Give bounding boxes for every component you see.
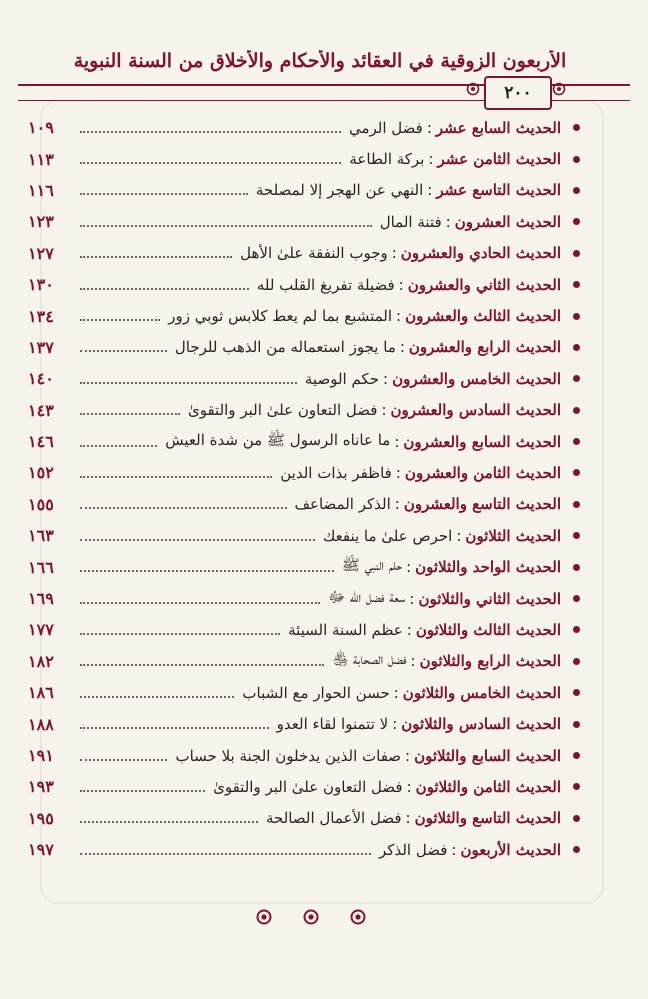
dot-leader — [80, 790, 205, 792]
toc-entry-page: ١٩٣ — [28, 777, 54, 797]
toc-entry — [28, 614, 580, 645]
dot-leader — [80, 382, 297, 384]
toc-entry — [28, 803, 580, 834]
page-number-box — [484, 76, 552, 110]
bullet-icon — [573, 658, 580, 665]
bullet-icon — [573, 281, 580, 288]
bullet-icon — [573, 846, 580, 853]
bullet-icon — [573, 344, 580, 351]
bullet-icon — [573, 156, 580, 163]
table-of-contents — [28, 112, 580, 865]
flower-ornament-icon — [255, 908, 273, 926]
toc-entry — [28, 269, 580, 300]
toc-entry-title: ما عاناه الرسول ﷺ من شدة العيش — [165, 430, 391, 449]
bullet-icon — [573, 564, 580, 571]
flower-ornament-icon — [466, 82, 480, 96]
toc-entry-ordinal: الحديث السابع عشر — [435, 118, 561, 137]
toc-entry-separator: : — [381, 401, 387, 420]
bullet-icon — [573, 626, 580, 633]
dot-leader — [80, 162, 341, 164]
bullet-icon — [573, 375, 580, 382]
toc-entry-ordinal: الحديث التاسع والعشرون — [403, 495, 561, 514]
toc-entry-separator: : — [409, 589, 415, 608]
bullet-icon — [573, 124, 580, 131]
toc-entry-ordinal: الحديث العشرون — [454, 212, 561, 231]
toc-entry-separator: : — [392, 715, 398, 734]
toc-entry-separator: : — [396, 307, 402, 326]
toc-entry-ordinal: الحديث التاسع عشر — [436, 181, 561, 200]
toc-entry-page: ١١٣ — [28, 149, 54, 169]
toc-entry-title: فاظفر بذات الدين — [280, 463, 392, 482]
flower-ornament-icon — [349, 908, 367, 926]
bullet-icon — [573, 469, 580, 476]
toc-entry — [28, 520, 580, 551]
toc-entry-ordinal: الحديث الواحد والثلاثون — [415, 558, 561, 577]
toc-entry-title: احرص علىٰ ما ينفعك — [323, 526, 453, 545]
toc-entry-page: ١٢٣ — [28, 212, 54, 232]
toc-entry — [28, 551, 580, 582]
toc-entry-page: ١٢٧ — [28, 243, 54, 263]
toc-entry-separator: : — [406, 558, 412, 577]
toc-entry-page: ١١٦ — [28, 180, 54, 200]
toc-entry — [28, 395, 580, 426]
dot-leader — [80, 350, 167, 352]
toc-entry-separator: : — [456, 526, 462, 545]
bullet-icon — [573, 595, 580, 602]
dot-leader — [80, 193, 248, 195]
dot-leader — [80, 256, 232, 258]
toc-entry-ordinal: الحديث الخامس والثلاثون — [402, 683, 561, 702]
toc-entry-separator: : — [398, 275, 404, 294]
dot-leader — [80, 853, 371, 855]
dot-leader — [80, 539, 315, 541]
toc-entry-ordinal: الحديث الثامن والعشرون — [404, 463, 561, 482]
toc-entry — [28, 583, 580, 614]
dot-leader — [80, 225, 372, 227]
dot-leader — [80, 476, 272, 478]
toc-entry-title: صفات الذين يدخلون الجنة بلا حساب — [175, 746, 402, 765]
bullet-icon — [573, 501, 580, 508]
toc-entry — [28, 677, 580, 708]
toc-entry-title: ما يجوز استعماله من الذهب للرجال — [174, 338, 396, 357]
bullet-icon — [573, 689, 580, 696]
toc-entry-title: وجوب النفقة علىٰ الأهل — [240, 244, 388, 263]
toc-entry-ordinal: الحديث الرابع والعشرون — [408, 338, 561, 357]
toc-entry-page: ١٥٥ — [28, 494, 54, 514]
dot-leader — [80, 696, 234, 698]
toc-entry-ordinal: الحديث الثالث والثلاثون — [415, 620, 561, 639]
toc-entry-page: ١٤٠ — [28, 369, 54, 389]
toc-entry-separator: : — [405, 746, 411, 765]
toc-entry-page: ١٤٦ — [28, 432, 54, 452]
dot-leader — [80, 570, 334, 572]
toc-entry-title: فضيلة تفريغ القلب لله — [256, 275, 395, 294]
toc-entry-title: فضل التعاون علىٰ البر والتقوىٰ — [213, 777, 403, 796]
dot-leader — [80, 507, 287, 509]
toc-entry-ordinal: الحديث الخامس والعشرون — [392, 369, 561, 388]
toc-entry — [28, 143, 580, 174]
toc-entry-ordinal: الحديث الحادي والعشرون — [400, 244, 561, 263]
toc-entry-ordinal: الحديث الثامن والثلاثون — [415, 777, 561, 796]
toc-entry — [28, 489, 580, 520]
bullet-icon — [573, 438, 580, 445]
toc-entry-ordinal: الحديث الرابع والثلاثون — [419, 652, 561, 671]
bullet-icon — [573, 752, 580, 759]
toc-entry — [28, 646, 580, 677]
flower-ornament-icon — [552, 82, 566, 96]
toc-entry-page: ١٩٧ — [28, 840, 54, 860]
bullet-icon — [573, 218, 580, 225]
toc-entry — [28, 363, 580, 394]
toc-entry-page: ١٣٤ — [28, 306, 54, 326]
toc-entry-ordinal: الحديث الثاني والعشرون — [407, 275, 561, 294]
toc-entry-separator: : — [427, 181, 433, 200]
toc-entry-separator: : — [393, 683, 399, 702]
toc-entry-title: حكم الوصية — [304, 369, 379, 388]
toc-entry-page: ١٨٢ — [28, 651, 54, 671]
toc-entry-page: ١٦٦ — [28, 557, 54, 577]
flower-ornament-icon — [302, 908, 320, 926]
toc-entry-page: ١٣٧ — [28, 337, 54, 357]
toc-entry-page: ١٠٩ — [28, 118, 54, 138]
toc-entry — [28, 426, 580, 457]
bullet-icon — [573, 407, 580, 414]
toc-entry — [28, 238, 580, 269]
toc-entry-page: ١٩٥ — [28, 808, 54, 828]
toc-entry-separator: : — [383, 369, 389, 388]
toc-entry-ordinal: الحديث التاسع والثلاثون — [414, 809, 561, 828]
toc-entry-page: ١٧٧ — [28, 620, 54, 640]
toc-entry-separator: : — [445, 212, 451, 231]
toc-entry — [28, 175, 580, 206]
toc-entry-ordinal: الحديث الثاني والثلاثون — [418, 589, 561, 608]
toc-entry-separator: : — [391, 244, 397, 263]
toc-entry-title: الذكر المضاعف — [294, 495, 391, 514]
toc-entry-title: حسن الحوار مع الشباب — [242, 683, 390, 702]
toc-entry-separator: : — [395, 463, 401, 482]
toc-entry-title: سعة فضل الله ﷻ — [328, 587, 406, 606]
toc-entry-separator: : — [406, 620, 412, 639]
toc-entry-title: فضل الرمي — [348, 118, 423, 137]
toc-entry-title: عظم السنة السيئة — [288, 620, 403, 639]
toc-entry-separator: : — [410, 652, 416, 671]
bullet-icon — [573, 250, 580, 257]
toc-entry-separator: : — [394, 495, 400, 514]
bullet-icon — [573, 532, 580, 539]
toc-entry-page: ١٥٢ — [28, 463, 54, 483]
toc-entry-page: ١٤٣ — [28, 400, 54, 420]
toc-entry-ordinal: الحديث السابع والثلاثون — [414, 746, 561, 765]
bullet-icon — [573, 721, 580, 728]
toc-entry — [28, 771, 580, 802]
dot-leader — [80, 602, 320, 604]
toc-entry-title: لا تتمنوا لقاء العدو — [276, 715, 389, 734]
toc-entry-separator: : — [406, 777, 412, 796]
toc-entry — [28, 834, 580, 865]
toc-entry-separator: : — [394, 432, 400, 451]
dot-leader — [80, 445, 157, 447]
bullet-icon — [573, 815, 580, 822]
toc-entry — [28, 300, 580, 331]
toc-entry-ordinal: الحديث الثلاثون — [465, 526, 561, 545]
toc-entry-page: ١٣٠ — [28, 275, 54, 295]
dot-leader — [80, 633, 280, 635]
toc-entry-title: حلم النبي ﷺ — [341, 556, 403, 575]
toc-entry-page: ١٦٣ — [28, 526, 54, 546]
toc-entry-title: المتشبع بما لم يعط كلابس ثوبي زور — [168, 307, 393, 326]
bullet-icon — [573, 313, 580, 320]
toc-entry-page: ١٦٩ — [28, 589, 54, 609]
toc-entry-title: بركة الطاعة — [349, 150, 425, 169]
dot-leader — [80, 319, 160, 321]
toc-entry-title: فضل الصحابة ﵃ — [331, 650, 407, 669]
toc-entry-separator: : — [405, 809, 411, 828]
toc-entry-separator: : — [399, 338, 405, 357]
toc-entry-separator: : — [426, 118, 432, 137]
toc-entry-title: فتنة المال — [379, 212, 442, 231]
toc-entry — [28, 740, 580, 771]
toc-entry-title: فضل التعاون علىٰ البر والتقوىٰ — [187, 401, 378, 420]
dot-leader — [80, 413, 180, 415]
toc-entry-ordinal: الحديث الثامن عشر — [437, 150, 561, 169]
dot-leader — [80, 664, 324, 666]
bullet-icon — [573, 187, 580, 194]
toc-entry-page: ١٨٦ — [28, 683, 54, 703]
toc-entry-ordinal: الحديث السادس والعشرون — [390, 401, 561, 420]
dot-leader — [80, 288, 249, 290]
toc-entry — [28, 708, 580, 739]
toc-entry-ordinal: الحديث الأربعون — [460, 840, 561, 859]
toc-entry — [28, 206, 580, 237]
toc-entry-separator: : — [428, 150, 434, 169]
toc-entry — [28, 332, 580, 363]
dot-leader — [80, 131, 341, 133]
toc-entry-title: فضل الأعمال الصالحة — [266, 809, 402, 828]
toc-entry — [28, 112, 580, 143]
toc-entry-title: النهي عن الهجر إلا لمصلحة — [255, 181, 424, 200]
toc-entry-ordinal: الحديث الثالث والعشرون — [405, 307, 561, 326]
toc-entry — [28, 457, 580, 488]
toc-entry-ordinal: الحديث السابع والعشرون — [403, 432, 561, 451]
toc-entry-title: فضل الذكر — [379, 840, 448, 859]
toc-entry-ordinal: الحديث السادس والثلاثون — [401, 715, 561, 734]
dot-leader — [80, 759, 167, 761]
toc-entry-page: ١٩١ — [28, 746, 54, 765]
dot-leader — [80, 821, 258, 823]
toc-entry-page: ١٨٨ — [28, 714, 54, 734]
running-header-title: الأربعون الزوقية في العقائد والأحكام والأخلاق من السنة النبوية — [73, 50, 567, 72]
page-number: ٢٠٠ — [504, 83, 532, 103]
dot-leader — [80, 727, 269, 729]
toc-entry-separator: : — [451, 840, 457, 859]
bullet-icon — [573, 783, 580, 790]
